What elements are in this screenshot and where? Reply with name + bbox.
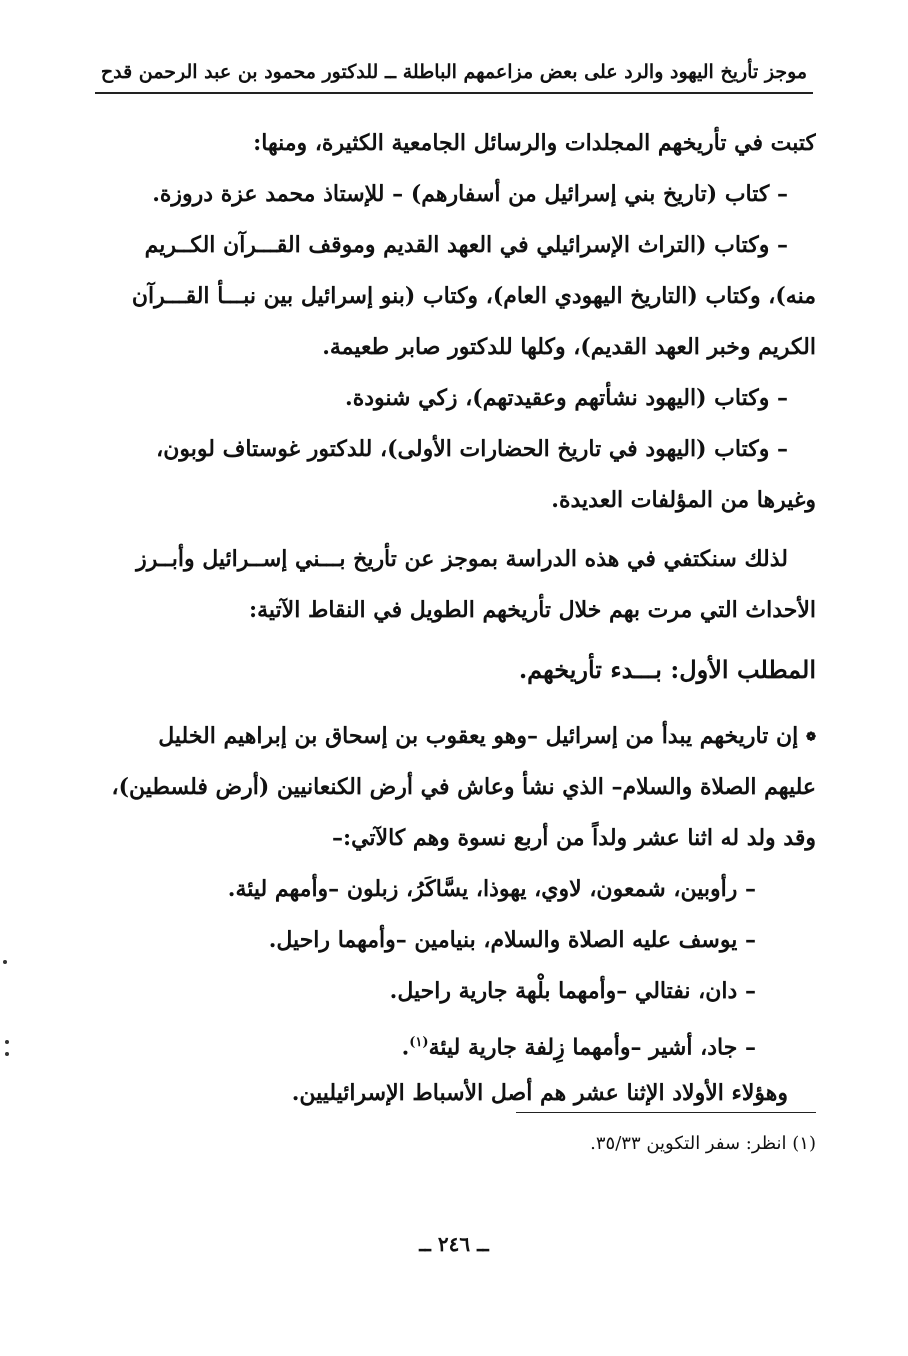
list-item-text: – جاد، أشير –وأمهما زِلفة جارية ليئة [428, 1034, 756, 1061]
list-item-son: – دان، نفتالي –وأمهما بلْهة جارية راحيل. [389, 978, 756, 1004]
footnote-reference: (١) [409, 1035, 429, 1050]
main-text [100, 118, 816, 1119]
list-item-son: – يوسف عليه الصلاة والسلام، بنيامين –وأمهما راحيل. [268, 927, 756, 953]
list-item-book: – وكتاب (التراث الإسرائيلي في العهد القديم وموقف القـــرآن الكــريم [144, 232, 788, 258]
margin-speck [5, 1040, 9, 1044]
closing-line: وهؤلاء الأولاد الإثنا عشر هم أصل الأسباط الإسرائيليين. [291, 1080, 788, 1106]
list-item-son [100, 1017, 816, 1068]
text-line: لذلك سنكتفي في هذه الدراسة بموجز عن تأريخ بـــني إســرائيل وأبــرز [136, 546, 788, 572]
text-line: منه)، وكتاب (التاريخ اليهودي العام)، وكتاب (بنو إسرائيل بين نبـــأ القـــرآن [131, 283, 816, 309]
footnote-separator [516, 1112, 816, 1113]
list-item-son: – رأوبين، شمعون، لاوي، يهوذا، يسَّاكَرُ، زبلون –وأمهم ليئة. [227, 876, 756, 902]
bullet-mark: ❁ [805, 729, 816, 744]
section-heading: المطلب الأول: بـــدء تأريخهم. [518, 655, 816, 684]
page-number: ــ ٢٤٦ ــ [419, 1232, 489, 1256]
paragraph-line: عليهم الصلاة والسلام– الذي نشأ وعاش في أرض الكنعانيين (أرض فلسطين)، [111, 774, 816, 800]
text-line: كتبت في تأريخهم المجلدات والرسائل الجامعية الكثيرة، ومنها: [253, 130, 816, 156]
list-item-book: – وكتاب (اليهود في تاريخ الحضارات الأولى)، للدكتور غوستاف لوبون، [156, 436, 788, 462]
footnote: (١) انظر: سفر التكوين ٣٥/٣٣. [590, 1133, 816, 1154]
text-line: وغيرها من المؤلفات العديدة. [551, 487, 816, 513]
list-item-book: – كتاب (تاريخ بني إسرائيل من أسفارهم) – للإستاذ محمد عزة دروزة. [152, 181, 788, 207]
margin-speck [3, 960, 7, 964]
paragraph-line [100, 711, 816, 762]
paragraph-line: وقد ولد له اثنا عشر ولداً من أربع نسوة وهم كالآتي:– [331, 825, 816, 851]
text-line: الأحداث التي مرت بهم خلال تأريخهم الطويل في النقاط الآتية: [249, 597, 816, 623]
list-item-book: – وكتاب (اليهود نشأتهم وعقيدتهم)، زكي شنودة. [345, 385, 788, 411]
paragraph-text: إن تاريخهم يبدأ من إسرائيل –وهو يعقوب بن إسحاق بن إبراهيم الخليل [158, 723, 799, 749]
list-end-punctuation: . [401, 1034, 410, 1061]
text-line: الكريم وخبر العهد القديم)، وكلها للدكتور صابر طعيمة. [322, 334, 816, 360]
margin-speck [5, 1052, 9, 1056]
running-header: موجز تأريخ اليهود والرد على بعض مزاعمهم الباطلة ــ للدكتور محمود بن عبد الرحمن قدح [95, 52, 813, 94]
